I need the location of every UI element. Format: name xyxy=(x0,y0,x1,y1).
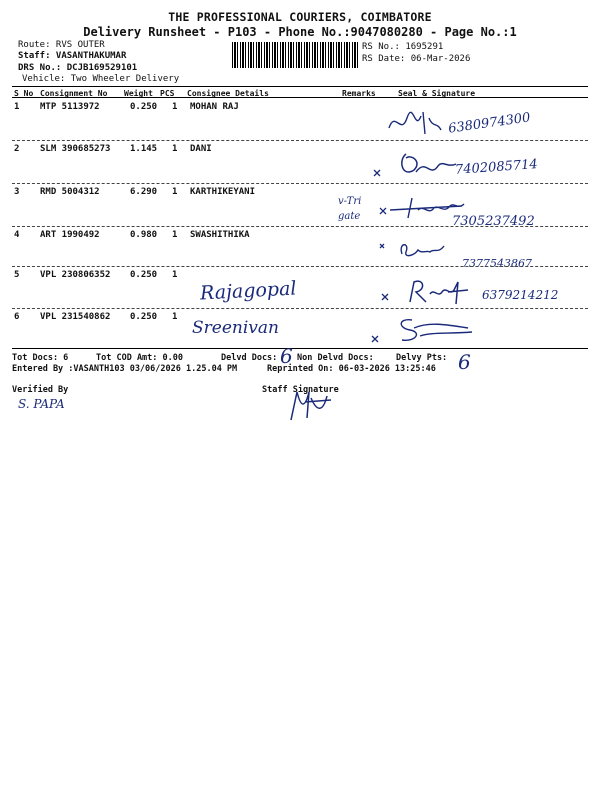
reprinted-on: Reprinted On: 06-03-2026 13:25:46 xyxy=(267,364,436,374)
row2-divider xyxy=(12,183,588,184)
col-pcs: PCS xyxy=(160,89,175,98)
row6-consignment: VPL 231540862 xyxy=(40,312,111,322)
row2-consignment: SLM 390685273 xyxy=(40,144,111,154)
entered-by: Entered By :VASANTH103 03/06/2026 1.25.04 PM xyxy=(12,364,238,374)
row6-consignee-handwritten: Sreenivan xyxy=(192,318,279,338)
delivery-points-handwritten: 6 xyxy=(458,350,471,374)
row5-signature xyxy=(380,276,472,308)
col-weight: Weight xyxy=(124,89,153,98)
row3-weight: 6.290 xyxy=(130,187,158,197)
row1-consignee: MOHAN RAJ xyxy=(190,102,239,112)
row3-pcs: 1 xyxy=(172,187,178,197)
row5-divider xyxy=(12,308,588,309)
row6-sno: 6 xyxy=(14,312,20,322)
vehicle: Vehicle: Two Wheeler Delivery xyxy=(22,74,180,84)
row4-phone: 7377543867 xyxy=(462,257,532,270)
row1-pcs: 1 xyxy=(172,102,178,112)
header-rule xyxy=(12,97,588,98)
row4-weight: 0.980 xyxy=(130,230,158,240)
table-bottom-rule xyxy=(12,348,588,349)
total-cod-amount: Tot COD Amt: 0.00 xyxy=(96,353,183,363)
table-top-rule xyxy=(12,86,588,87)
row2-signature xyxy=(372,148,462,184)
row3-consignee: KARTHIKEYANI xyxy=(190,187,256,197)
staff-signature xyxy=(285,388,335,424)
row2-weight: 1.145 xyxy=(130,144,158,154)
col-remarks: Remarks xyxy=(342,89,376,98)
col-consignment: Consignment No xyxy=(40,89,108,98)
row3-consignment: RMD 5004312 xyxy=(40,187,100,197)
row5-phone: 6379214212 xyxy=(482,288,559,302)
row5-consignee-handwritten: Rajagopal xyxy=(199,277,297,305)
row3-phone: 7305237492 xyxy=(452,214,535,229)
row1-signature xyxy=(385,108,445,140)
delivered-docs-label: Delvd Docs: xyxy=(221,353,278,363)
delivered-docs-handwritten: 6 xyxy=(280,344,293,368)
row2-phone: 7402085714 xyxy=(454,157,539,178)
row6-weight: 0.250 xyxy=(130,312,158,322)
row1-phone: 6380974300 xyxy=(447,110,532,137)
drs-number: DRS No.: DCJB169529101 xyxy=(18,63,138,73)
verified-by-label: Verified By xyxy=(12,385,69,395)
row4-divider xyxy=(12,266,588,267)
row6-signature xyxy=(368,314,478,348)
col-consignee: Consignee Details xyxy=(187,89,269,98)
row2-pcs: 1 xyxy=(172,144,178,154)
total-docs: Tot Docs: 6 xyxy=(12,353,69,363)
row4-consignee: SWASHITHIKA xyxy=(190,230,250,240)
staff: Staff: VASANTHAKUMAR xyxy=(18,51,127,61)
row3-remark: v-Tri gate xyxy=(338,196,362,222)
rs-date: RS Date: 06-Mar-2026 xyxy=(362,54,471,64)
row6-pcs: 1 xyxy=(172,312,178,322)
row3-divider xyxy=(12,226,588,227)
route: Route: RVS OUTER xyxy=(18,40,105,50)
row1-sno: 1 xyxy=(14,102,20,112)
col-sno: S No xyxy=(14,89,34,98)
row4-pcs: 1 xyxy=(172,230,178,240)
verified-by-handwritten: S. PAPA xyxy=(18,397,65,411)
row5-pcs: 1 xyxy=(172,270,178,280)
row5-sno: 5 xyxy=(14,270,20,280)
delivery-points-label: Delvy Pts: xyxy=(396,353,448,363)
row2-consignee: DANI xyxy=(190,144,212,154)
col-seal-signature: Seal & Signature xyxy=(398,89,476,98)
staff-signature-label: Staff Signature xyxy=(262,385,339,395)
row2-sno: 2 xyxy=(14,144,20,154)
row1-weight: 0.250 xyxy=(130,102,158,112)
row4-signature xyxy=(378,238,448,262)
non-delivered-docs-label: Non Delvd Docs: xyxy=(297,353,374,363)
row4-sno: 4 xyxy=(14,230,20,240)
company-title: THE PROFESSIONAL COURIERS, COIMBATORE xyxy=(168,10,432,24)
row5-consignment: VPL 230806352 xyxy=(40,270,111,280)
row4-consignment: ART 1990492 xyxy=(40,230,100,240)
runsheet-subtitle: Delivery Runsheet - P103 - Phone No.:9047080280 - Page No.:1 xyxy=(83,25,517,39)
row1-consignment: MTP 5113972 xyxy=(40,102,100,112)
barcode xyxy=(232,42,358,68)
row3-sno: 3 xyxy=(14,187,20,197)
rs-number: RS No.: 1695291 xyxy=(362,42,444,52)
row1-divider xyxy=(12,140,588,141)
row5-weight: 0.250 xyxy=(130,270,158,280)
